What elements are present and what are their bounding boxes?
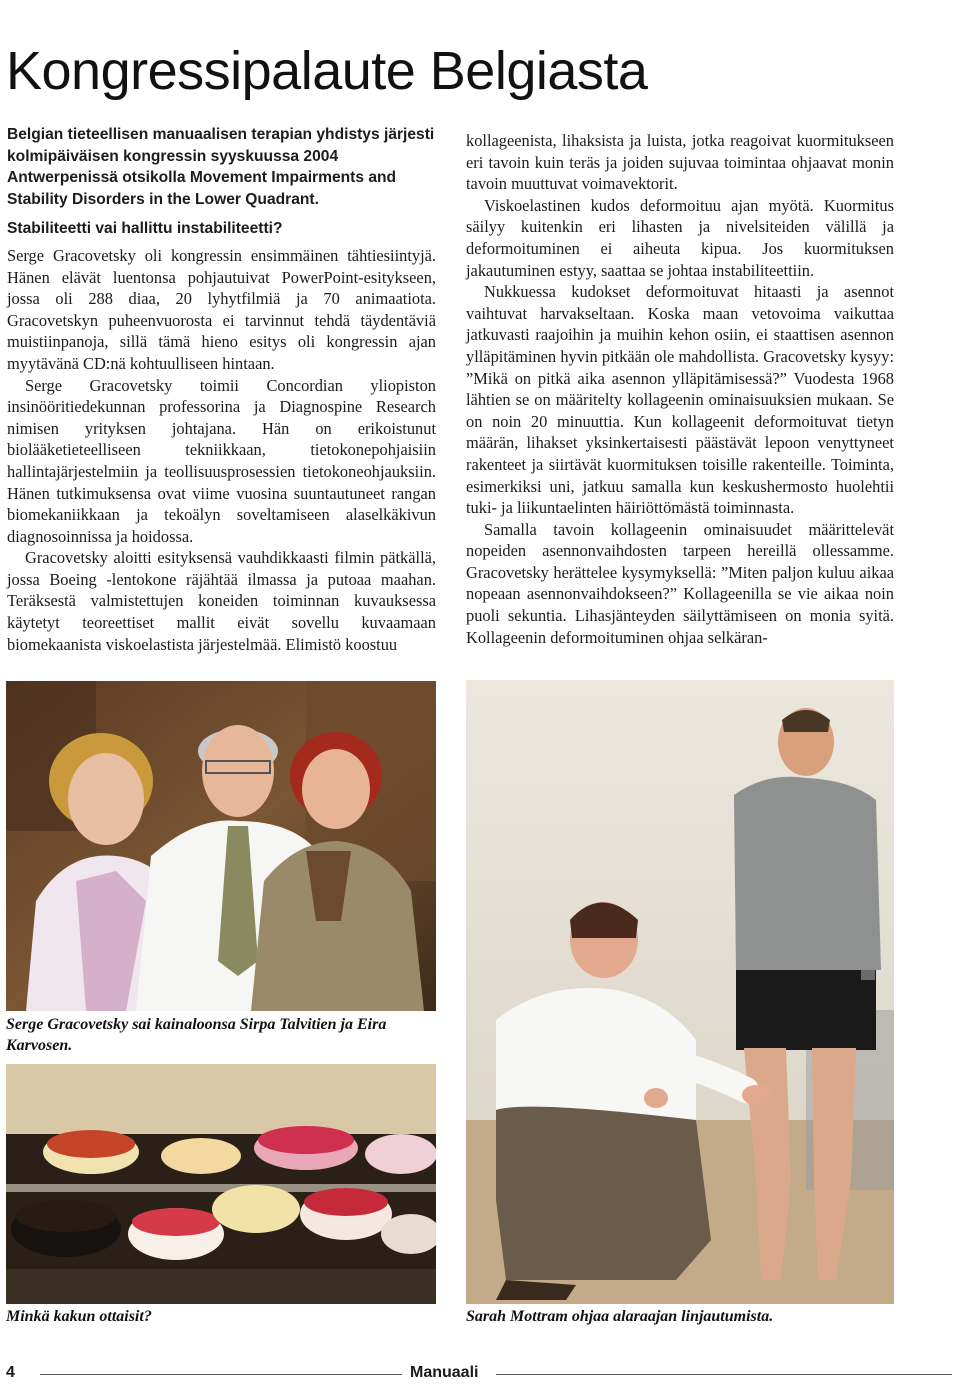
lead-paragraph: Belgian tieteellisen manuaalisen terapian yhdistys järjesti kolmipäiväisen kongressin syyskuussa 2004 Antwerpenissä otsikolla Movement Impairments and Stability Disorders in the Lower Quadrant. [7, 126, 435, 208]
footer-rule [496, 1374, 952, 1375]
left-column [7, 124, 436, 655]
photo-caption: Minkä kakun ottaisit? [6, 1308, 152, 1325]
photo-caption: Sarah Mottram ohjaa alaraajan linjautumista. [466, 1308, 774, 1325]
section-heading: Stabiliteetti vai hallittu instabiliteetti? [7, 220, 283, 238]
right-column [466, 130, 894, 648]
body-paragraph: Nukkuessa kudokset deformoituvat hitaasti ja asennot vaihtuvat harvakseltaan. Koska maan vetovoima vaikuttaa jatkuvasti raajoihin ja muihin kehon osiin, ei staattisen asennon ylläpitäminen hyvin pitkään ole mahdollista. Gracovetsky kysyy: ”Mikä on pitkä aika asennon ylläpitämisessä?” Vuodesta 1968 lähtien se on määritelty kollageenin ominaisuuksien mukaan. Se on noin 20 minuuttia. Kun kollageenit deformoituvat tietyn määrän, lihakset yksinkertaisesti päästävät lepoon venyttyneet rakenteet ja siirtävät kuormituksen toisille rakenteille. Toiminta, esimerkiksi uni, jatkuu samalla kun keskushermosto huolehtii tuki- ja liikuntaelinten häiriöttömästä toiminnasta. [466, 282, 894, 518]
body-paragraph: Serge Gracovetsky toimii Concordian yliopiston insinööritiedekunnan professorina ja Diagnospine Research nimisen yrityksen johtajana. Hän on erikoistunut biolääketieteelliseen tekniikkaan, tietokonepohjaisiin hallintajärjestelmiin ja teollisuusprosessien tietokoneohjauksiin. Hänen tutkimuksensa ovat viime vuosina suuntautuneet rangan biomekaniikkaan ja tekoälyn soveltamiseen alaselkäkivun diagnosoinnissa ja hoidossa. [7, 375, 436, 546]
leg-alignment-image [466, 680, 894, 1304]
body-paragraph: Samalla tavoin kollageenin ominaisuudet määrittelevät nopeiden asennonvaihdosten tarpeen hereillä ollessamme. Gracovetsky herättelee kysymyksellä: ”Miten paljon kuluu aikaa nopeaan asennonvaihdokseen?” Kollageenilla se vie aikaa noin puoli sekuntia. Lihasjänteyden säilyttämiseen on monia syitä. Kollageenin deformoituminen ohjaa selkäran- [466, 519, 894, 647]
photo-caption: Serge Gracovetsky sai kainaloonsa Sirpa Talvitien ja Eira Karvosen. [6, 1016, 387, 1054]
page-number: 4 [6, 1364, 15, 1381]
page-title: Kongressipalaute Belgiasta [6, 41, 648, 101]
body-paragraph: kollageenista, lihaksista ja luista, jotka reagoivat kuormitukseen eri tavoin kuin teräs ja joiden sujuvaa toimintaa ohjaavat monin tavoin muuttuvat voimavektorit. [466, 131, 894, 194]
body-paragraph: Serge Gracovetsky oli kongressin ensimmäinen tähtiesiintyjä. Hänen elävät luentonsa pohjautuivat PowerPoint-esitykseen, jossa oli 288 diaa, 20 lyhytfilmiä ja 70 animaatiota. Gracovetskyn puheenvuorosta ei tarvinnut tehdä täydentäviä muistiinpanoja, sillä tämä hieno esitys oli kongressin ajan myytävänä CD:nä kohtuulliseen hintaan. [7, 245, 436, 373]
photo-cakes [6, 1064, 436, 1304]
group-portrait-image [6, 681, 436, 1011]
magazine-name: Manuaali [410, 1364, 479, 1381]
cakes-image [6, 1064, 436, 1304]
body-paragraph: Viskoelastinen kudos deformoituu ajan myötä. Kuormitus säilyy kuitenkin eri lihasten ja nivelsiteiden välillä ja deformoituminen ei aiheuta kipua. Jos kuormituksen jakautuminen estyy, saattaa se johtaa instabiliteettiin. [466, 195, 894, 280]
photo-leg-alignment [466, 680, 894, 1304]
photo-group-portrait [6, 681, 436, 1011]
footer-rule [40, 1374, 402, 1375]
body-paragraph: Gracovetsky aloitti esityksensä vauhdikkaasti filmin pätkällä, jossa Boeing -lentokone räjähtää ilmassa ja putoaa maahan. Teräksestä valmistettujen koneiden toiminnan kuvauksessa käytetyt teoreettiset mallit eivät sovellu kuvaamaan biomekaanista viskoelastista järjestelmää. Elimistö koostuu [7, 548, 436, 654]
